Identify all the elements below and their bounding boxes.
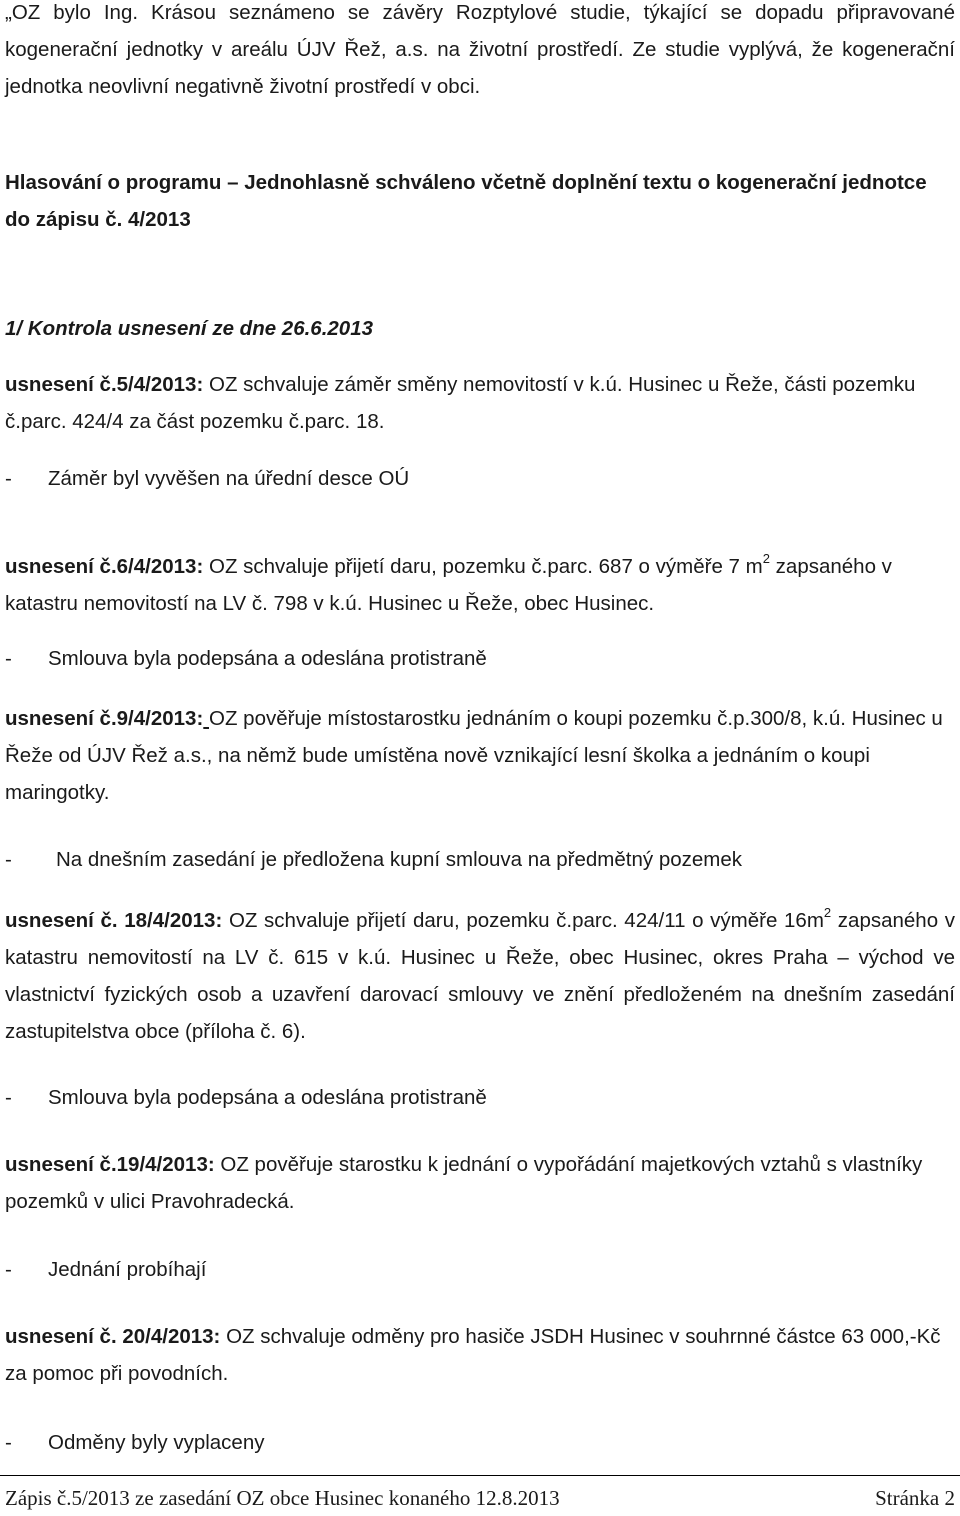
resolution-label: usnesení č. 18/4/2013:	[5, 909, 223, 932]
footer-title: Zápis č.5/2013 ze zasedání OZ obce Husinec konaného 12.8.2013	[5, 1486, 560, 1510]
resolution-text: OZ schvaluje přijetí daru, pozemku č.parc. 424/11 o výměře 16m	[222, 909, 824, 932]
resolution-19	[5, 1146, 955, 1220]
resolution-19-note	[5, 1251, 206, 1288]
resolution-text: OZ schvaluje přijetí daru, pozemku č.parc. 687 o výměře 7 m	[203, 555, 763, 578]
note-text: Jednání probíhají	[48, 1258, 207, 1281]
resolution-label: usnesení č.19/4/2013:	[5, 1153, 215, 1176]
note-text: Na dnešním zasedání je předložena kupní smlouva na předmětný pozemek	[56, 848, 743, 871]
resolution-text: OZ schvaluje odměny pro hasiče JSDH Husinec v souhrnné částce 63 000,-Kč za pomoc při povodních.	[5, 1325, 941, 1385]
list-dash: -	[5, 647, 12, 670]
list-dash: -	[5, 1258, 12, 1281]
resolution-text-cont: zapsaného v katastru nemovitostí na LV č. 615 v k.ú. Husinec u Řeže, obec Husinec, okres Praha – východ ve vlastnictví fyzických osob a uzavření darovací smlouvy ve znění předloženém na dnešním zasedání zastupitelstva obce (příloha č. 6).	[5, 909, 956, 1043]
note-text: Odměny byly vyplaceny	[48, 1431, 265, 1454]
note-text: Smlouva byla podepsána a odeslána protistraně	[48, 647, 487, 670]
vote-result: Hlasování o programu – Jednohlasně schváleno včetně doplnění textu o kogenerační jednotce do zápisu č. 4/2013	[5, 171, 927, 231]
resolution-20	[5, 1318, 955, 1392]
resolution-18-note	[5, 1079, 487, 1116]
note-text: Záměr byl vyvěšen na úřední desce OÚ	[48, 467, 410, 490]
resolution-text: OZ pověřuje starostku k jednání o vypořádání majetkových vztahů s vlastníky pozemků v ulici Pravohradecká.	[5, 1153, 923, 1213]
superscript: 2	[823, 905, 832, 920]
resolution-5-note	[5, 460, 409, 497]
list-dash: -	[5, 467, 12, 490]
intro-paragraph: „OZ bylo Ing. Krásou seznámeno se závěry Rozptylové studie, týkající se dopadu připravované kogenerační jednotky v areálu ÚJV Řež, a.s. na životní prostředí. Ze studie vyplývá, že kogenerační jednotka neovlivní negativně životní prostředí v obci.	[5, 1, 955, 98]
resolution-6-note	[5, 640, 487, 677]
resolution-label: usnesení č.5/4/2013:	[5, 373, 204, 396]
page-footer	[5, 1480, 955, 1516]
resolution-18	[5, 902, 955, 1050]
resolution-5	[5, 366, 955, 440]
resolution-9-note	[5, 841, 742, 878]
section-heading: 1/ Kontrola usnesení ze dne 26.6.2013	[5, 317, 374, 340]
footer-divider	[0, 1475, 960, 1476]
list-dash: -	[5, 848, 12, 871]
resolution-label: usnesení č.6/4/2013:	[5, 555, 204, 578]
resolution-20-note	[5, 1424, 264, 1461]
resolution-text: OZ pověřuje místostarostku jednáním o koupi pozemku č.p.300/8, k.ú. Husinec u Řeže od ÚJV Řež a.s., na němž bude umístěna nově vznikající lesní školka a jednáním o koupi maringotky.	[5, 707, 943, 804]
resolution-text-cont: zapsaného v katastru nemovitostí na LV č. 798 v k.ú. Husinec u Řeže, obec Husinec.	[5, 555, 892, 615]
note-text: Smlouva byla podepsána a odeslána protistraně	[48, 1086, 487, 1109]
list-dash: -	[5, 1431, 12, 1454]
resolution-6	[5, 548, 955, 622]
resolution-9	[5, 700, 955, 811]
superscript: 2	[762, 551, 770, 566]
list-dash: -	[5, 1086, 12, 1109]
resolution-label: usnesení č. 20/4/2013:	[5, 1325, 221, 1348]
page-number: Stránka 2	[875, 1486, 955, 1510]
resolution-text: OZ schvaluje záměr směny nemovitostí v k.ú. Husinec u Řeže, části pozemku č.parc. 424/4 za část pozemku č.parc. 18.	[5, 373, 916, 433]
resolution-label: usnesení č.9/4/2013:	[5, 707, 204, 730]
